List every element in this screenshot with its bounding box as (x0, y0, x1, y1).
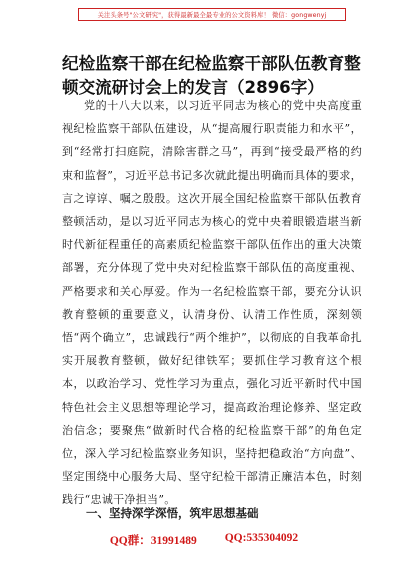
footer-qq-group: QQ群：31991489 (109, 535, 197, 547)
header-banner-text: 关注头条号"公文研究"，获得最新最全最专业的公文资料库！ 微信：gongwenyj (97, 12, 327, 19)
body-paragraph: 党的十八大以来，以习近平同志为核心的党中央高度重视纪检监察干部队伍建设，从“提高履行职责能力和水平”，到“经常打扫庭院，清除害群之马”，再到“接受最严格的约束和监督”，习近平总书记多次就此提出明确而具体的要求，言之谆谆、嘱之殷殷。这次开展全国纪检监察干部队伍教育整顿活动，是以习近平同志为核心的党中央着眼锻造堪当新时代新征程重任的高素质纪检监察干部队伍作出的重大决策部署，充分体现了党中央对纪检监察干部队伍的高度重视、严格要求和关心厚爱。作为一名纪检监察干部，要充分认识教育整顿的重要意义，认清身份、认清工作性质，深刻领悟“两个确立”，忠诚践行“两个维护”，以彻底的自我革命扎实开展教育整顿，做好纪律铁军；要抓住学习教育这个根本，以政治学习、党性学习为重点，强化习近平新时代中国特色社会主义思想等理论学习，提高政治理论修养、坚定政治信念；要聚焦“做新时代合格的纪检监察干部”的角色定位，深入学习纪检监察业务知识，坚持把稳政治“方向盘”、坚定围绕中心服务大局、坚守纪检干部清正廉洁本色，时刻践行“忠诚干净担当”。 (62, 99, 362, 507)
section-heading: 一、坚持深学深悟，筑牢思想基础 (86, 506, 259, 520)
header-banner (78, 8, 346, 21)
footer-qq: QQ:535304092 (224, 532, 299, 544)
document-title: 纪检监察干部在纪检监察干部队伍教育整顿交流研讨会上的发言（2896字） (62, 54, 361, 97)
footer-contacts (0, 532, 408, 548)
